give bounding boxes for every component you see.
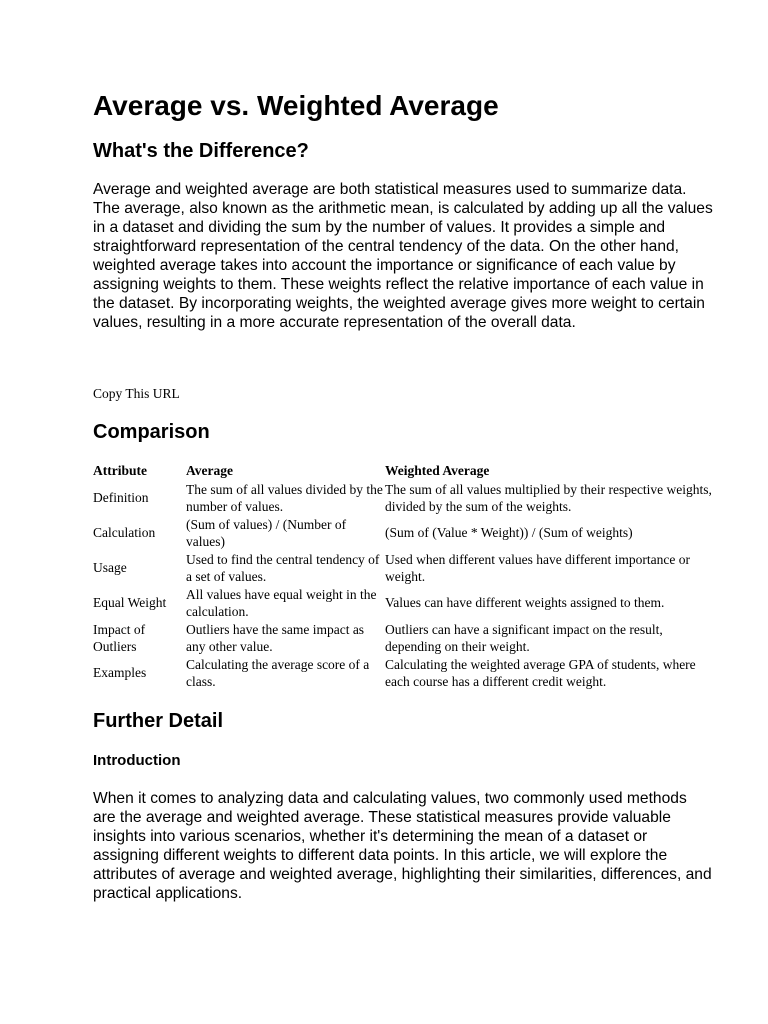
cell-weighted-average: (Sum of (Value * Weight)) / (Sum of weights) xyxy=(385,525,633,540)
page-subtitle: What's the Difference? xyxy=(93,140,309,162)
further-detail-heading: Further Detail xyxy=(93,710,224,732)
introduction-heading: Introduction xyxy=(93,752,181,769)
cell-attribute: Impact of Outliers xyxy=(93,621,146,654)
header-weighted-average: Weighted Average xyxy=(385,462,490,478)
table-header-row xyxy=(93,459,713,480)
cell-average: All values have equal weight in the calculation. xyxy=(186,586,377,619)
table-row xyxy=(93,480,713,515)
cell-weighted-average: The sum of all values multiplied by their respective weights, divided by the sum of the weights. xyxy=(385,481,712,514)
table-row xyxy=(93,585,713,620)
cell-weighted-average: Outliers can have a significant impact on the result, depending on their weight. xyxy=(385,621,663,654)
table-row xyxy=(93,655,713,690)
cell-attribute: Usage xyxy=(93,560,127,575)
table-row xyxy=(93,515,713,550)
summary-paragraph: Average and weighted average are both statistical measures used to summarize data. The average, also known as the arithmetic mean, is calculated by adding up all the values in a dataset and dividing the sum by the number of values. It provides a simple and straightforward representation of the central tendency of the data. On the other hand, weighted average takes into account the importance or significance of each value by assigning weights to them. These weights reflect the relative importance of each value in the dataset. By incorporating weights, the weighted average gives more weight to certain values, resulting in a more accurate representation of the overall data. xyxy=(93,181,713,331)
cell-weighted-average: Values can have different weights assigned to them. xyxy=(385,595,665,610)
header-attribute: Attribute xyxy=(93,462,147,478)
cell-attribute: Definition xyxy=(93,490,149,505)
cell-average: Outliers have the same impact as any other value. xyxy=(186,621,365,654)
cell-weighted-average: Calculating the weighted average GPA of students, where each course has a different credit weight. xyxy=(385,656,696,689)
table-row xyxy=(93,550,713,585)
cell-average: (Sum of values) / (Number of values) xyxy=(186,516,347,549)
copy-url-link[interactable]: Copy This URL xyxy=(93,386,180,401)
cell-attribute: Examples xyxy=(93,665,147,680)
header-average: Average xyxy=(186,462,233,478)
cell-attribute: Calculation xyxy=(93,525,156,540)
table-row xyxy=(93,620,713,655)
cell-attribute: Equal Weight xyxy=(93,595,167,610)
introduction-paragraph: When it comes to analyzing data and calculating values, two commonly used methods are the average and weighted average. These statistical measures provide valuable insights into various scenarios, whether it's determining the mean of a dataset or assigning different weights to different data points. In this article, we will explore the attributes of average and weighted average, highlighting their similarities, differences, and practical applications. xyxy=(93,790,712,902)
comparison-heading: Comparison xyxy=(93,421,210,443)
cell-average: Calculating the average score of a class. xyxy=(186,656,370,689)
cell-weighted-average: Used when different values have different importance or weight. xyxy=(385,551,691,584)
page-title: Average vs. Weighted Average xyxy=(93,90,499,121)
cell-average: The sum of all values divided by the number of values. xyxy=(186,481,383,514)
cell-average: Used to find the central tendency of a set of values. xyxy=(186,551,380,584)
comparison-table xyxy=(93,459,713,690)
